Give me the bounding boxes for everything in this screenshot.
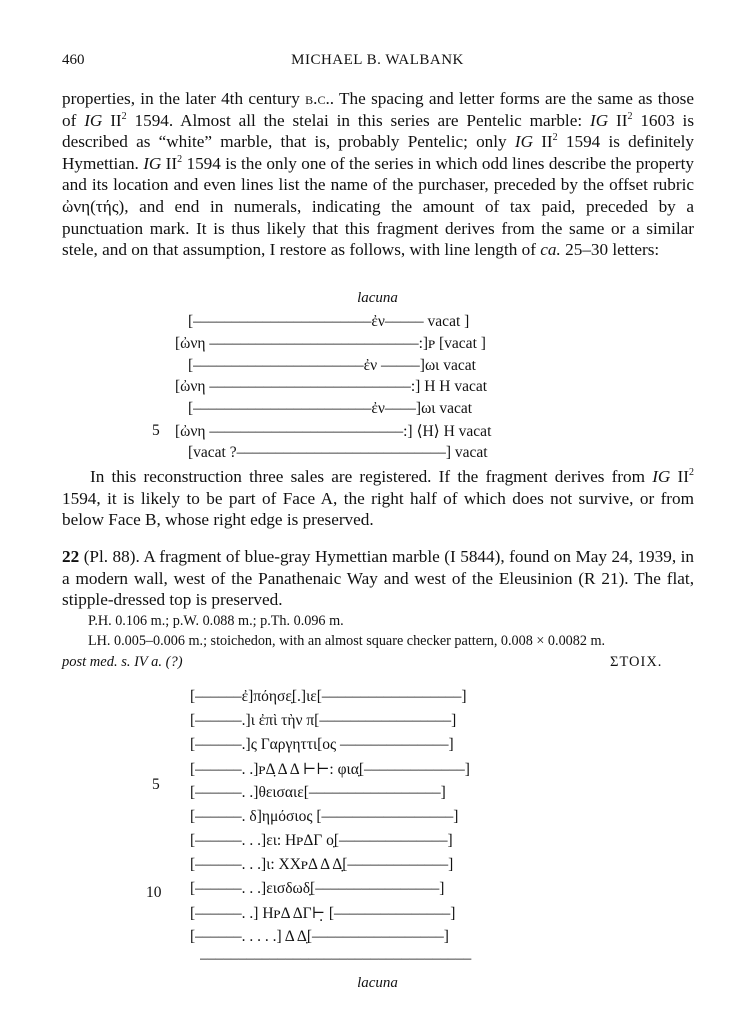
restoration-line: [ὠνη –––––––––––––––––––––––––––:]ᴩ [vacat ]: [175, 335, 486, 352]
line-number: 5: [152, 776, 160, 793]
restoration-line: [ὠνη –––––––––––––––––––––––––:] ⟨H⟩ H vacat: [175, 423, 492, 440]
inscription-line: [––––––. . .]εισδωδ̣[––––––––––––––––]: [190, 880, 445, 897]
line-number: 10: [146, 884, 162, 901]
lacuna-label: lacuna: [357, 290, 398, 306]
inscription-line: [––––––. δ]ημόσιος [–––––––––––––––––]: [190, 808, 459, 825]
inscription-line: [––––––. .]ᴩΔ̣ Δ Δ ⊢⊢: φια̣[–––––––––––––]: [190, 761, 470, 778]
break-line: –––––––––––––––––––––––––––––––––––: [200, 950, 472, 967]
line-number: 5: [152, 422, 160, 439]
entry-number: 22: [62, 547, 80, 566]
discussion-paragraph: In this reconstruction three sales are registered. If the fragment derives from IG $II^2$ 1594, it is likely to be part of Face A, the right half of which does not survive, or from below Face B, whose right edge is preserved.: [62, 467, 694, 530]
restoration-line: [–––––––––––––––––––––––ἐν––––– vacat ]: [188, 313, 470, 330]
stoichedon-label: ΣΤΟΙΧ.: [610, 654, 663, 670]
inscription-line: [––––––. . .]ι: XXᴩΔ Δ Δ̣[–––––––––––––]: [190, 856, 454, 873]
dimensions: P.H. 0.106 m.; p.W. 0.088 m.; p.Th. 0.096 m.: [88, 613, 344, 629]
date: post med. s. IV a. (?): [62, 654, 183, 670]
intro-paragraph: properties, in the later 4th century b.c.. The spacing and letter forms are the same as those of IG $II^2$ 1594. Almost all the stelai in this series are Pentelic marble: IG $II^2$ 1603 is described as “white” marble, that is, probably Pentelic; only IG $II^2$ 1594 is definitely Hymettian. IG $II^2$ 1594 is the only one of the series in which odd lines describe the property and its location and even lines list the name of the purchaser, preceded by the offset rubric ὠνη(τής), and end in numerals, indicating the amount of tax paid, preceded by a punctuation mark. It is thus likely that this fragment derives from the same or a similar stele, and on that assumption, I restore as follows, with line length of ca. 25–30 letters:: [62, 89, 695, 260]
inscription-line: [––––––.]ς Γαργηττι[ος ––––––––––––––]: [190, 736, 454, 753]
inscription-line: [––––––. . . . .] Δ Δ̣[–––––––––––––––––]: [190, 928, 449, 945]
restoration-line: [–––––––––––––––––––––––ἐν––––]ωι vacat: [188, 400, 473, 417]
inscription-line: [––––––. . .]ει: HᴩΔΓ ο̣[––––––––––––––]: [190, 832, 453, 849]
inscription-line: [––––––ἐ]πόησε̣[.]ιε[––––––––––––––––––]: [190, 688, 467, 705]
running-title: MICHAEL B. WALBANK: [291, 52, 464, 68]
lacuna-label: lacuna: [357, 975, 398, 991]
restoration-line: [vacat ?–––––––––––––––––––––––––––] vacat: [188, 444, 488, 461]
page-number: 460: [62, 52, 85, 68]
letter-height: LH. 0.005–0.006 m.; stoichedon, with an almost square checker pattern, 0.008 × 0.0082 m.: [88, 633, 606, 649]
entry-paragraph: 22 (Pl. 88). A fragment of blue-gray Hymettian marble (I 5844), found on May 24, 1939, in a modern wall, west of the Panathenaic Way and west of the Eleusinion (R 21). The flat, stipple-dressed top is preserved.: [62, 547, 694, 610]
inscription-line: [––––––.]ι ἐπὶ τὴν π[–––––––––––––––––]: [190, 712, 457, 729]
restoration-line: [ὠνη ––––––––––––––––––––––––––:] H H vacat: [175, 378, 488, 395]
restoration-line: [––––––––––––––––––––––ἐν –––––]ωι vacat: [188, 357, 476, 374]
inscription-line: [––––––. .]θεισαιε[–––––––––––––––––]: [190, 784, 446, 801]
inscription-line: [––––––. .] HᴩΔ ΔΓ⊢̣ [–––––––––––––––]: [190, 905, 456, 922]
